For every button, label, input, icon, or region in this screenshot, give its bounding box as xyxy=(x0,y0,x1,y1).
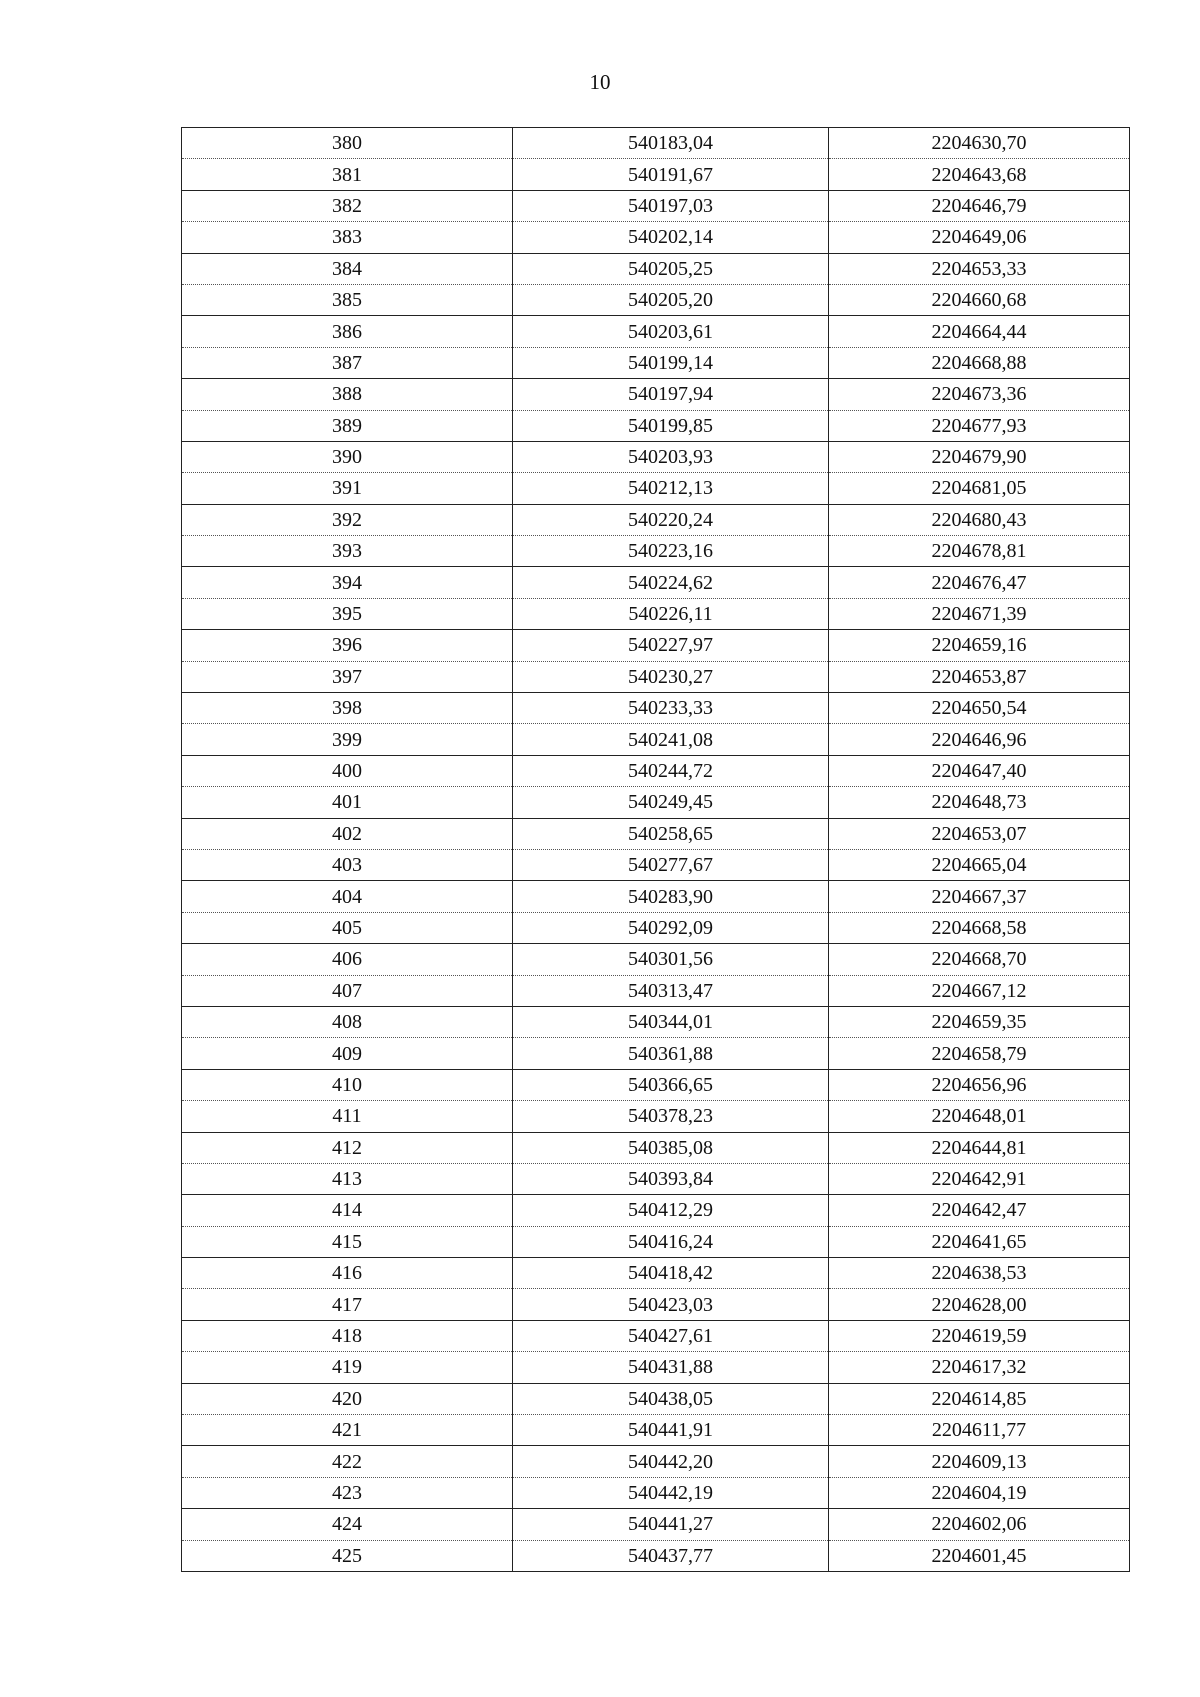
y-coordinate-cell: 2204601,45 xyxy=(829,1540,1130,1571)
y-coordinate-cell: 2204668,70 xyxy=(829,944,1130,975)
x-coordinate-cell: 540205,20 xyxy=(513,284,829,315)
point-number-cell: 386 xyxy=(182,316,513,347)
x-coordinate-cell: 540226,11 xyxy=(513,598,829,629)
page-number: 10 xyxy=(589,70,611,94)
table-row xyxy=(182,598,1130,629)
x-coordinate-cell: 540313,47 xyxy=(513,975,829,1006)
x-coordinate-cell: 540385,08 xyxy=(513,1132,829,1163)
x-coordinate-cell: 540292,09 xyxy=(513,912,829,943)
y-coordinate-cell: 2204679,90 xyxy=(829,441,1130,472)
point-number-cell: 385 xyxy=(182,284,513,315)
y-coordinate-cell: 2204614,85 xyxy=(829,1383,1130,1414)
table-row xyxy=(182,1320,1130,1351)
y-coordinate-cell: 2204658,79 xyxy=(829,1038,1130,1069)
y-coordinate-cell: 2204653,07 xyxy=(829,818,1130,849)
y-coordinate-cell: 2204660,68 xyxy=(829,284,1130,315)
point-number-cell: 409 xyxy=(182,1038,513,1069)
x-coordinate-cell: 540441,27 xyxy=(513,1509,829,1540)
table-row xyxy=(182,1006,1130,1037)
y-coordinate-cell: 2204650,54 xyxy=(829,693,1130,724)
x-coordinate-cell: 540378,23 xyxy=(513,1101,829,1132)
y-coordinate-cell: 2204630,70 xyxy=(829,128,1130,159)
y-coordinate-cell: 2204656,96 xyxy=(829,1069,1130,1100)
point-number-cell: 398 xyxy=(182,693,513,724)
table-row xyxy=(182,1132,1130,1163)
point-number-cell: 414 xyxy=(182,1195,513,1226)
table-row xyxy=(182,1352,1130,1383)
point-number-cell: 422 xyxy=(182,1446,513,1477)
point-number-cell: 413 xyxy=(182,1163,513,1194)
y-coordinate-cell: 2204678,81 xyxy=(829,536,1130,567)
y-coordinate-cell: 2204681,05 xyxy=(829,473,1130,504)
table-row xyxy=(182,975,1130,1006)
y-coordinate-cell: 2204668,58 xyxy=(829,912,1130,943)
point-number-cell: 421 xyxy=(182,1415,513,1446)
table-row xyxy=(182,944,1130,975)
table-row xyxy=(182,693,1130,724)
x-coordinate-cell: 540442,19 xyxy=(513,1477,829,1508)
x-coordinate-cell: 540366,65 xyxy=(513,1069,829,1100)
table-row xyxy=(182,1446,1130,1477)
y-coordinate-cell: 2204653,87 xyxy=(829,661,1130,692)
x-coordinate-cell: 540423,03 xyxy=(513,1289,829,1320)
table-row xyxy=(182,473,1130,504)
point-number-cell: 397 xyxy=(182,661,513,692)
point-number-cell: 390 xyxy=(182,441,513,472)
point-number-cell: 392 xyxy=(182,504,513,535)
point-number-cell: 401 xyxy=(182,787,513,818)
table-row xyxy=(182,1540,1130,1571)
table-row xyxy=(182,818,1130,849)
x-coordinate-cell: 540431,88 xyxy=(513,1352,829,1383)
x-coordinate-cell: 540441,91 xyxy=(513,1415,829,1446)
table-row xyxy=(182,1163,1130,1194)
y-coordinate-cell: 2204602,06 xyxy=(829,1509,1130,1540)
y-coordinate-cell: 2204646,79 xyxy=(829,190,1130,221)
table-row xyxy=(182,1415,1130,1446)
x-coordinate-cell: 540244,72 xyxy=(513,755,829,786)
x-coordinate-cell: 540393,84 xyxy=(513,1163,829,1194)
point-number-cell: 382 xyxy=(182,190,513,221)
table-row xyxy=(182,128,1130,159)
y-coordinate-cell: 2204628,00 xyxy=(829,1289,1130,1320)
point-number-cell: 417 xyxy=(182,1289,513,1320)
table-row xyxy=(182,1258,1130,1289)
point-number-cell: 410 xyxy=(182,1069,513,1100)
y-coordinate-cell: 2204664,44 xyxy=(829,316,1130,347)
y-coordinate-cell: 2204668,88 xyxy=(829,347,1130,378)
y-coordinate-cell: 2204680,43 xyxy=(829,504,1130,535)
point-number-cell: 393 xyxy=(182,536,513,567)
x-coordinate-cell: 540220,24 xyxy=(513,504,829,535)
x-coordinate-cell: 540277,67 xyxy=(513,849,829,880)
x-coordinate-cell: 540203,61 xyxy=(513,316,829,347)
x-coordinate-cell: 540197,94 xyxy=(513,379,829,410)
x-coordinate-cell: 540223,16 xyxy=(513,536,829,567)
y-coordinate-cell: 2204611,77 xyxy=(829,1415,1130,1446)
table-row xyxy=(182,347,1130,378)
table-row xyxy=(182,441,1130,472)
point-number-cell: 396 xyxy=(182,630,513,661)
point-number-cell: 404 xyxy=(182,881,513,912)
y-coordinate-cell: 2204671,39 xyxy=(829,598,1130,629)
table-row xyxy=(182,881,1130,912)
y-coordinate-cell: 2204617,32 xyxy=(829,1352,1130,1383)
x-coordinate-cell: 540427,61 xyxy=(513,1320,829,1351)
x-coordinate-cell: 540344,01 xyxy=(513,1006,829,1037)
point-number-cell: 406 xyxy=(182,944,513,975)
y-coordinate-cell: 2204646,96 xyxy=(829,724,1130,755)
point-number-cell: 423 xyxy=(182,1477,513,1508)
point-number-cell: 416 xyxy=(182,1258,513,1289)
y-coordinate-cell: 2204649,06 xyxy=(829,222,1130,253)
y-coordinate-cell: 2204648,01 xyxy=(829,1101,1130,1132)
y-coordinate-cell: 2204604,19 xyxy=(829,1477,1130,1508)
coordinates-table-body xyxy=(182,128,1130,1572)
x-coordinate-cell: 540437,77 xyxy=(513,1540,829,1571)
point-number-cell: 425 xyxy=(182,1540,513,1571)
table-row xyxy=(182,316,1130,347)
x-coordinate-cell: 540230,27 xyxy=(513,661,829,692)
y-coordinate-cell: 2204648,73 xyxy=(829,787,1130,818)
x-coordinate-cell: 540258,65 xyxy=(513,818,829,849)
coordinates-table xyxy=(181,127,1130,1572)
x-coordinate-cell: 540183,04 xyxy=(513,128,829,159)
point-number-cell: 402 xyxy=(182,818,513,849)
x-coordinate-cell: 540442,20 xyxy=(513,1446,829,1477)
y-coordinate-cell: 2204642,47 xyxy=(829,1195,1130,1226)
y-coordinate-cell: 2204667,12 xyxy=(829,975,1130,1006)
table-row xyxy=(182,755,1130,786)
table-row xyxy=(182,630,1130,661)
table-row xyxy=(182,912,1130,943)
point-number-cell: 389 xyxy=(182,410,513,441)
table-row xyxy=(182,661,1130,692)
point-number-cell: 418 xyxy=(182,1320,513,1351)
x-coordinate-cell: 540438,05 xyxy=(513,1383,829,1414)
table-row xyxy=(182,284,1130,315)
point-number-cell: 405 xyxy=(182,912,513,943)
y-coordinate-cell: 2204659,35 xyxy=(829,1006,1130,1037)
point-number-cell: 399 xyxy=(182,724,513,755)
y-coordinate-cell: 2204659,16 xyxy=(829,630,1130,661)
point-number-cell: 387 xyxy=(182,347,513,378)
y-coordinate-cell: 2204667,37 xyxy=(829,881,1130,912)
x-coordinate-cell: 540212,13 xyxy=(513,473,829,504)
x-coordinate-cell: 540416,24 xyxy=(513,1226,829,1257)
y-coordinate-cell: 2204641,65 xyxy=(829,1226,1130,1257)
point-number-cell: 383 xyxy=(182,222,513,253)
y-coordinate-cell: 2204647,40 xyxy=(829,755,1130,786)
table-row xyxy=(182,536,1130,567)
x-coordinate-cell: 540197,03 xyxy=(513,190,829,221)
x-coordinate-cell: 540191,67 xyxy=(513,159,829,190)
x-coordinate-cell: 540301,56 xyxy=(513,944,829,975)
y-coordinate-cell: 2204653,33 xyxy=(829,253,1130,284)
point-number-cell: 384 xyxy=(182,253,513,284)
table-row xyxy=(182,724,1130,755)
point-number-cell: 380 xyxy=(182,128,513,159)
x-coordinate-cell: 540224,62 xyxy=(513,567,829,598)
point-number-cell: 424 xyxy=(182,1509,513,1540)
point-number-cell: 400 xyxy=(182,755,513,786)
point-number-cell: 411 xyxy=(182,1101,513,1132)
table-row xyxy=(182,1226,1130,1257)
x-coordinate-cell: 540361,88 xyxy=(513,1038,829,1069)
x-coordinate-cell: 540202,14 xyxy=(513,222,829,253)
x-coordinate-cell: 540241,08 xyxy=(513,724,829,755)
table-row xyxy=(182,1477,1130,1508)
table-row xyxy=(182,1509,1130,1540)
point-number-cell: 415 xyxy=(182,1226,513,1257)
point-number-cell: 412 xyxy=(182,1132,513,1163)
x-coordinate-cell: 540203,93 xyxy=(513,441,829,472)
point-number-cell: 407 xyxy=(182,975,513,1006)
point-number-cell: 381 xyxy=(182,159,513,190)
y-coordinate-cell: 2204609,13 xyxy=(829,1446,1130,1477)
x-coordinate-cell: 540233,33 xyxy=(513,693,829,724)
table-row xyxy=(182,567,1130,598)
x-coordinate-cell: 540227,97 xyxy=(513,630,829,661)
point-number-cell: 419 xyxy=(182,1352,513,1383)
table-row xyxy=(182,379,1130,410)
table-row xyxy=(182,190,1130,221)
x-coordinate-cell: 540205,25 xyxy=(513,253,829,284)
y-coordinate-cell: 2204676,47 xyxy=(829,567,1130,598)
x-coordinate-cell: 540199,14 xyxy=(513,347,829,378)
point-number-cell: 395 xyxy=(182,598,513,629)
y-coordinate-cell: 2204643,68 xyxy=(829,159,1130,190)
x-coordinate-cell: 540283,90 xyxy=(513,881,829,912)
table-row xyxy=(182,1383,1130,1414)
table-row xyxy=(182,787,1130,818)
table-row xyxy=(182,1289,1130,1320)
table-row xyxy=(182,849,1130,880)
point-number-cell: 420 xyxy=(182,1383,513,1414)
table-row xyxy=(182,1069,1130,1100)
point-number-cell: 388 xyxy=(182,379,513,410)
table-row xyxy=(182,504,1130,535)
y-coordinate-cell: 2204638,53 xyxy=(829,1258,1130,1289)
x-coordinate-cell: 540418,42 xyxy=(513,1258,829,1289)
y-coordinate-cell: 2204619,59 xyxy=(829,1320,1130,1351)
table-row xyxy=(182,410,1130,441)
table-row xyxy=(182,1195,1130,1226)
y-coordinate-cell: 2204677,93 xyxy=(829,410,1130,441)
table-row xyxy=(182,159,1130,190)
table-row xyxy=(182,1101,1130,1132)
table-row xyxy=(182,222,1130,253)
y-coordinate-cell: 2204642,91 xyxy=(829,1163,1130,1194)
y-coordinate-cell: 2204673,36 xyxy=(829,379,1130,410)
point-number-cell: 408 xyxy=(182,1006,513,1037)
y-coordinate-cell: 2204665,04 xyxy=(829,849,1130,880)
x-coordinate-cell: 540412,29 xyxy=(513,1195,829,1226)
table-row xyxy=(182,1038,1130,1069)
point-number-cell: 391 xyxy=(182,473,513,504)
point-number-cell: 394 xyxy=(182,567,513,598)
x-coordinate-cell: 540249,45 xyxy=(513,787,829,818)
point-number-cell: 403 xyxy=(182,849,513,880)
x-coordinate-cell: 540199,85 xyxy=(513,410,829,441)
table-row xyxy=(182,253,1130,284)
y-coordinate-cell: 2204644,81 xyxy=(829,1132,1130,1163)
